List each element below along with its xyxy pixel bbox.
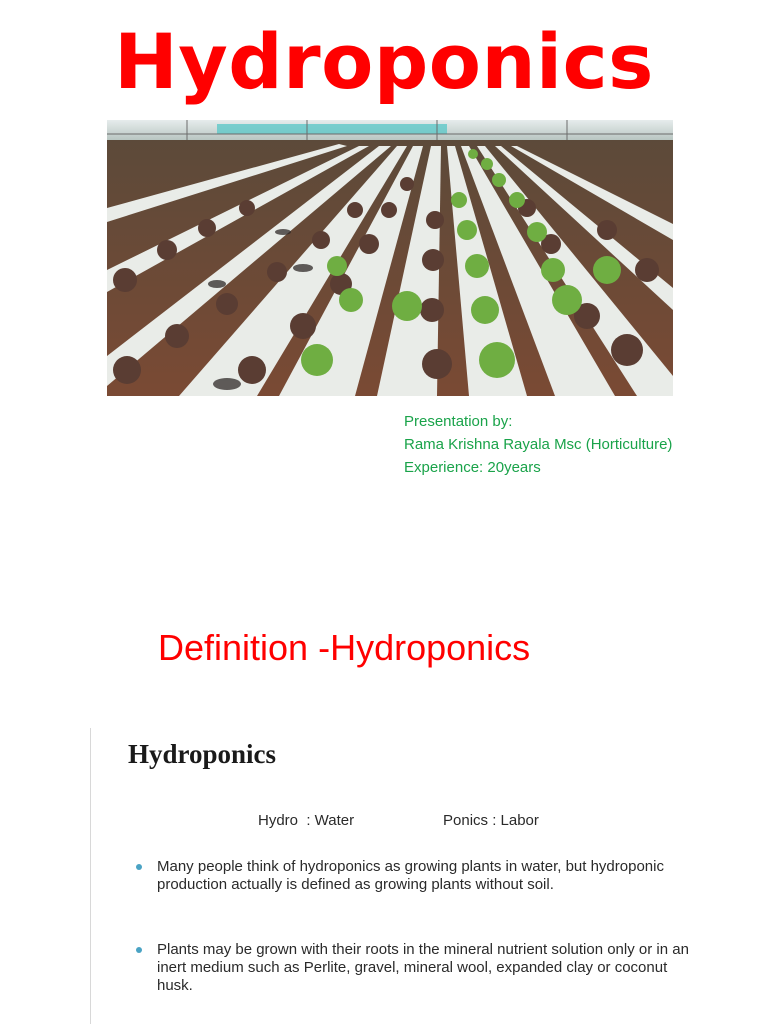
credits-line-presenter-name: Rama Krishna Rayala Msc (Horticulture) [404, 436, 673, 453]
etymology-hydro: Hydro : Water [258, 812, 355, 829]
presenter-credits [404, 410, 672, 479]
etymology-ponics: Ponics : Labor [443, 812, 539, 829]
bullet-dot-icon [136, 947, 142, 953]
credits-line-experience: Experience: 20years [404, 459, 541, 476]
bullet-item-1 [136, 858, 696, 894]
hydroponics-greenhouse-photo [107, 120, 673, 396]
inner-slide-heading: Hydroponics [128, 739, 277, 769]
slide2-title: Definition -Hydroponics [158, 627, 531, 668]
bullet-text: Many people think of hydroponics as growing plants in water, but hydroponic production actually is defined as growing plants without soil. [157, 858, 664, 893]
slide1-title: Hydroponics [114, 17, 654, 106]
bullet-item-2 [136, 941, 696, 995]
bullet-text: Plants may be grown with their roots in the mineral nutrient solution only or in an inert medium such as Perlite, gravel, mineral wool, expanded clay or coconut husk. [157, 941, 689, 994]
credits-line-presentation-by: Presentation by: [404, 413, 513, 430]
bullet-dot-icon [136, 864, 142, 870]
slide-frame-border [90, 728, 91, 1024]
